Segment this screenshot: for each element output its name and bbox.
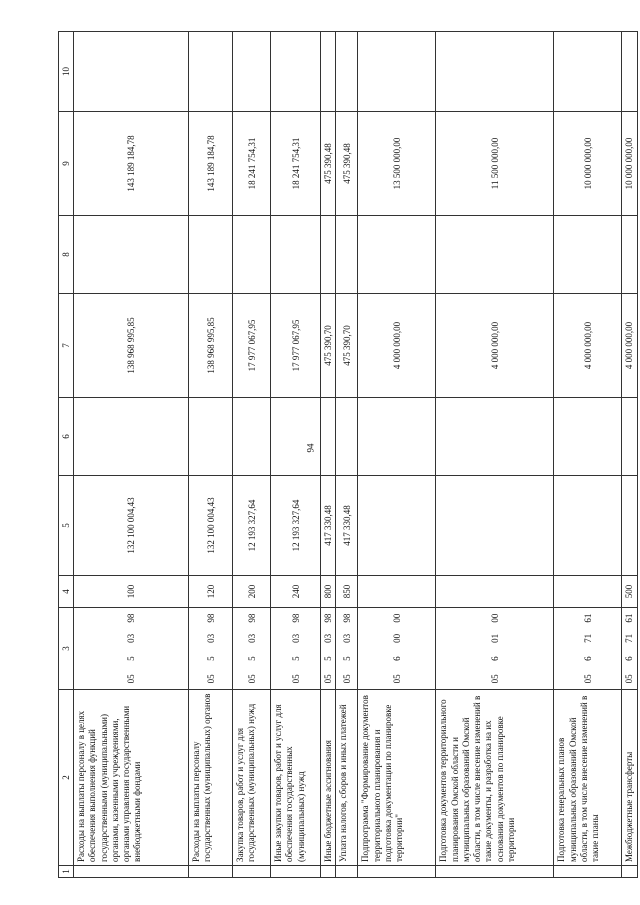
- code-segments: [490, 608, 500, 689]
- cell-col9: 10 000 000,00: [554, 112, 622, 216]
- col-header-2: 2: [59, 690, 74, 866]
- cell-col10: [336, 32, 358, 112]
- code-segment: 05: [341, 674, 352, 684]
- cell-col1: [554, 866, 622, 878]
- code-segment: 05: [323, 674, 334, 684]
- table-row: [436, 32, 554, 878]
- code-segment: 05: [489, 674, 500, 684]
- cell-col1: [336, 866, 358, 878]
- cell-col9: 143 189 184,78: [189, 112, 233, 216]
- code-segment: 03: [341, 633, 352, 643]
- cell-col1: [321, 866, 336, 878]
- col-header-9: 9: [59, 112, 74, 216]
- cell-col10: [358, 32, 436, 112]
- cell-col1: [271, 866, 321, 878]
- table-row: [233, 32, 271, 878]
- cell-col5: 12 193 327,64: [233, 476, 271, 576]
- cell-vr: 240: [271, 576, 321, 608]
- cell-col6: [336, 398, 358, 476]
- cell-code: [336, 608, 358, 690]
- cell-col7: 4 000 000,00: [622, 294, 637, 398]
- cell-code: [233, 608, 271, 690]
- code-segment: 00: [489, 613, 500, 623]
- code-segments: [206, 608, 216, 689]
- cell-vr: 100: [74, 576, 189, 608]
- cell-code: [189, 608, 233, 690]
- cell-col7: 475 390,70: [321, 294, 336, 398]
- cell-col1: [233, 866, 271, 878]
- code-segments: [583, 608, 593, 689]
- code-segment: 6: [489, 656, 500, 661]
- cell-description: Межбюджетные трансферты: [622, 690, 637, 866]
- cell-code: [358, 608, 436, 690]
- cell-col9: 11 500 000,00: [436, 112, 554, 216]
- cell-col6: [358, 398, 436, 476]
- code-segment: 98: [246, 613, 257, 623]
- cell-col8: [74, 216, 189, 294]
- code-segment: 6: [391, 656, 402, 661]
- cell-code: [74, 608, 189, 690]
- col-header-4: 4: [59, 576, 74, 608]
- table-row: [74, 32, 189, 878]
- cell-code: [436, 608, 554, 690]
- code-segment: 5: [290, 656, 301, 661]
- cell-col8: [622, 216, 637, 294]
- cell-code: [554, 608, 622, 690]
- cell-col9: 475 390,48: [321, 112, 336, 216]
- code-segment: 01: [489, 633, 500, 643]
- cell-col10: [554, 32, 622, 112]
- code-segments: [247, 608, 257, 689]
- code-segment: 05: [582, 674, 593, 684]
- cell-col7: 4 000 000,00: [436, 294, 554, 398]
- cell-col10: [321, 32, 336, 112]
- cell-col5: [554, 476, 622, 576]
- cell-col1: [74, 866, 189, 878]
- cell-col8: [358, 216, 436, 294]
- cell-vr: 200: [233, 576, 271, 608]
- cell-col10: [233, 32, 271, 112]
- code-segment: 5: [246, 656, 257, 661]
- cell-description: Уплата налогов, сборов и иных платежей: [336, 690, 358, 866]
- code-segment: 05: [391, 674, 402, 684]
- cell-col6: [436, 398, 554, 476]
- cell-col10: [74, 32, 189, 112]
- cell-col9: 18 241 754,31: [233, 112, 271, 216]
- code-segment: 98: [126, 613, 136, 623]
- cell-col8: [321, 216, 336, 294]
- cell-col9: 18 241 754,31: [271, 112, 321, 216]
- cell-code: [271, 608, 321, 690]
- code-segment: 71: [582, 633, 593, 643]
- code-segment: 71: [624, 633, 635, 643]
- cell-vr: 120: [189, 576, 233, 608]
- cell-description: Расходы на выплаты персоналу государственных (муниципальных) органов: [189, 690, 233, 866]
- cell-col7: 475 390,70: [336, 294, 358, 398]
- cell-col6: [554, 398, 622, 476]
- cell-col6: [622, 398, 637, 476]
- table-row: [271, 32, 321, 878]
- budget-table: [58, 31, 638, 878]
- code-segment: 61: [582, 613, 593, 623]
- cell-col8: [233, 216, 271, 294]
- cell-code: [321, 608, 336, 690]
- code-segment: 05: [205, 674, 216, 684]
- cell-col8: [189, 216, 233, 294]
- cell-col10: [189, 32, 233, 112]
- cell-col9: 143 189 184,78: [74, 112, 189, 216]
- cell-col5: 417 330,48: [321, 476, 336, 576]
- cell-description: Иные бюджетные ассигнования: [321, 690, 336, 866]
- cell-vr: 500: [622, 576, 637, 608]
- col-header-5: 5: [59, 476, 74, 576]
- code-segment: 61: [624, 613, 635, 623]
- cell-vr: 800: [321, 576, 336, 608]
- cell-col5: [436, 476, 554, 576]
- cell-col5: 12 193 327,64: [271, 476, 321, 576]
- rotated-table-container: [58, 32, 635, 878]
- table-row: [321, 32, 336, 878]
- cell-col8: [336, 216, 358, 294]
- cell-col6: [233, 398, 271, 476]
- col-header-7: 7: [59, 294, 74, 398]
- code-segment: 98: [205, 613, 216, 623]
- cell-col1: [189, 866, 233, 878]
- cell-col5: [358, 476, 436, 576]
- cell-col1: [622, 866, 637, 878]
- page-number: 94: [305, 443, 316, 453]
- cell-description: Расходы на выплаты персоналу в целях обеспечения выполнения функций государственными (муниципальными) органами, казенными учреждениями, органами управления государственными внебюджетными фондами: [74, 690, 189, 866]
- code-segment: 03: [290, 633, 301, 643]
- code-segment: 03: [205, 633, 216, 643]
- col-header-8: 8: [59, 216, 74, 294]
- code-segment: 6: [624, 656, 635, 661]
- cell-col10: [622, 32, 637, 112]
- cell-vr: [358, 576, 436, 608]
- table-row: [336, 32, 358, 878]
- code-segment: 5: [323, 656, 334, 661]
- code-segments: [323, 608, 333, 689]
- cell-col1: [436, 866, 554, 878]
- cell-vr: 850: [336, 576, 358, 608]
- cell-col6: [321, 398, 336, 476]
- cell-col1: [358, 866, 436, 878]
- cell-col5: 417 330,48: [336, 476, 358, 576]
- table-row: [554, 32, 622, 878]
- code-segment: 6: [582, 656, 593, 661]
- code-segments: [342, 608, 352, 689]
- code-segments: [126, 608, 136, 689]
- cell-col5: 132 100 004,43: [189, 476, 233, 576]
- cell-col10: [271, 32, 321, 112]
- cell-description: Иные закупки товаров, работ и услуг для обеспечения государственных (муниципальных) нужд: [271, 690, 321, 866]
- cell-col7: 17 977 067,95: [271, 294, 321, 398]
- cell-col5: 132 100 004,43: [74, 476, 189, 576]
- code-segment: 05: [624, 674, 635, 684]
- code-segment: 5: [126, 656, 136, 661]
- code-segment: 5: [341, 656, 352, 661]
- cell-col8: [554, 216, 622, 294]
- code-segment: 05: [246, 674, 257, 684]
- cell-col6: [271, 398, 321, 476]
- cell-col8: [436, 216, 554, 294]
- code-segments: [624, 608, 634, 689]
- cell-col7: 138 968 995,85: [74, 294, 189, 398]
- cell-col9: 475 390,48: [336, 112, 358, 216]
- code-segments: [392, 608, 402, 689]
- col-header-3: 3: [59, 608, 74, 690]
- cell-col7: 138 968 995,85: [189, 294, 233, 398]
- code-segment: 98: [323, 613, 334, 623]
- cell-col5: [622, 476, 637, 576]
- col-header-10: 10: [59, 32, 74, 112]
- code-segment: 98: [290, 613, 301, 623]
- cell-code: [622, 608, 637, 690]
- cell-description: Подготовка генеральных планов муниципальных образований Омской области, в том числе внесение изменений в такие планы: [554, 690, 622, 866]
- cell-vr: [554, 576, 622, 608]
- cell-col8: [271, 216, 321, 294]
- code-segment: 98: [341, 613, 352, 623]
- cell-col10: [436, 32, 554, 112]
- cell-col6: [189, 398, 233, 476]
- code-segment: 03: [246, 633, 257, 643]
- cell-col7: 4 000 000,00: [554, 294, 622, 398]
- cell-description: Подпрограмма "Формирование документов территориального планирования и подготовка документации по планировке территории": [358, 690, 436, 866]
- header-row: [59, 32, 74, 878]
- code-segment: 00: [391, 613, 402, 623]
- cell-vr: [436, 576, 554, 608]
- code-segment: 05: [126, 674, 136, 684]
- code-segment: 5: [205, 656, 216, 661]
- code-segment: 03: [126, 633, 136, 643]
- col-header-6: 6: [59, 398, 74, 476]
- table-row: [358, 32, 436, 878]
- cell-col6: [74, 398, 189, 476]
- cell-col7: 4 000 000,00: [358, 294, 436, 398]
- code-segment: 05: [290, 674, 301, 684]
- cell-description: Закупка товаров, работ и услуг для государственных (муниципальных) нужд: [233, 690, 271, 866]
- cell-description: Подготовка документов территориального планирования Омской области и муниципальных образований Омской области, в том числе внесение изменений в такие документы, и разработка на их основании документов по планировке территории: [436, 690, 554, 866]
- table-row: [622, 32, 637, 878]
- cell-col9: 10 000 000,00: [622, 112, 637, 216]
- table-row: [189, 32, 233, 878]
- code-segment: 00: [391, 633, 402, 643]
- col-header-1: 1: [59, 866, 74, 878]
- cell-col7: 17 977 067,95: [233, 294, 271, 398]
- cell-col9: 13 500 000,00: [358, 112, 436, 216]
- code-segment: 03: [323, 633, 334, 643]
- code-segments: [291, 608, 301, 689]
